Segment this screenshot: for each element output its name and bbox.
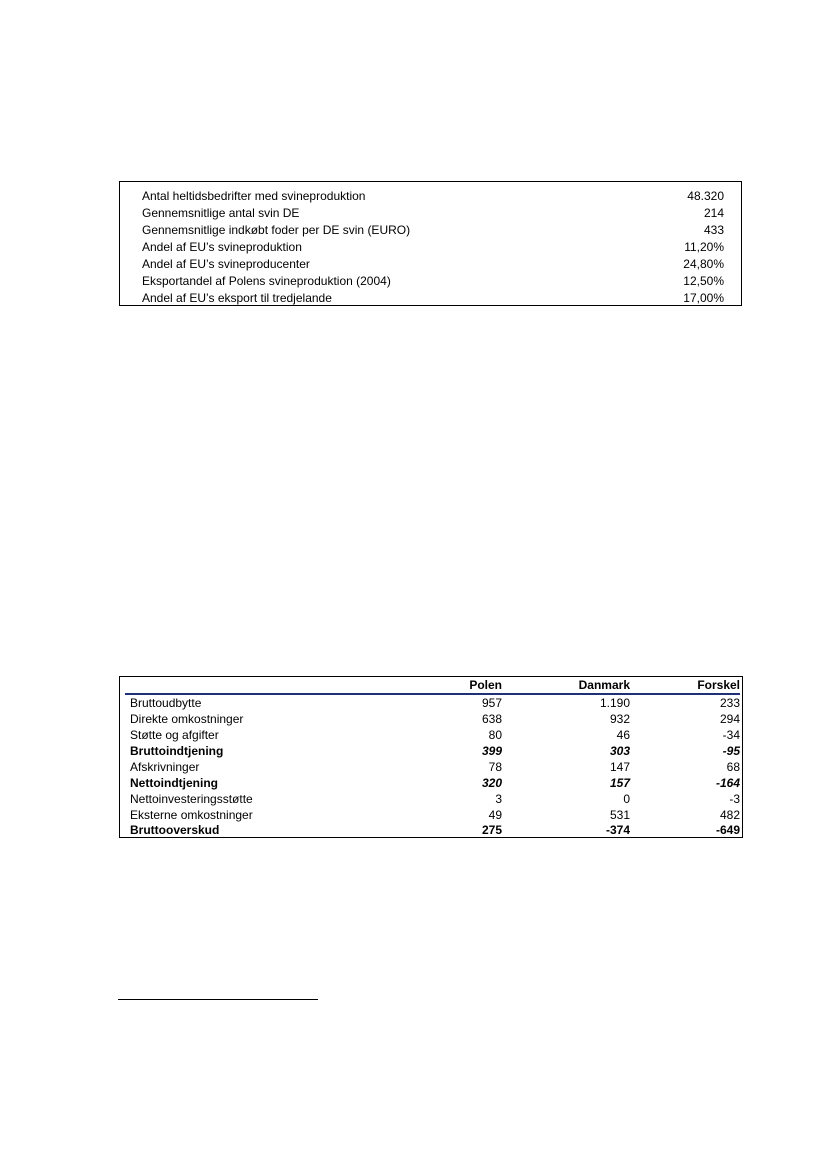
- cell-danmark: 932: [609, 712, 630, 726]
- cell-forskel: -34: [722, 728, 740, 742]
- table-row: [120, 822, 742, 838]
- table-header: [120, 677, 742, 693]
- table-row: [120, 205, 741, 222]
- cell-forskel: -3: [729, 792, 740, 806]
- row-value: 11,20%: [684, 240, 724, 254]
- cell-polen: 320: [481, 776, 502, 790]
- row-value: 12,50%: [683, 274, 724, 288]
- cell-danmark: -374: [605, 823, 630, 837]
- cell-forskel: 294: [719, 712, 740, 726]
- cell-polen: 80: [488, 728, 502, 742]
- footnote-separator: [118, 999, 318, 1000]
- row-value: 24,80%: [683, 257, 724, 271]
- row-label: Støtte og afgifter: [130, 728, 219, 742]
- cell-danmark: 303: [609, 744, 630, 758]
- row-label: Andel af EU’s svineproducenter: [142, 257, 310, 271]
- table-row: [120, 711, 742, 727]
- table-row: [120, 743, 742, 759]
- row-label: Gennemsnitlige antal svin DE: [142, 206, 300, 220]
- row-label: Nettoinvesteringsstøtte: [130, 792, 253, 806]
- cell-forskel: 482: [719, 808, 740, 822]
- row-label: Eksterne omkostninger: [130, 808, 253, 822]
- table-row: [120, 775, 742, 791]
- cell-danmark: 157: [609, 776, 630, 790]
- cell-polen: 638: [481, 712, 502, 726]
- row-value: 214: [703, 206, 724, 220]
- row-label: Gennemsnitlige indkøbt foder per DE svin (EURO): [142, 223, 411, 237]
- row-label: Nettoindtjening: [130, 776, 218, 790]
- row-label: Afskrivninger: [130, 760, 200, 774]
- row-label: Eksportandel af Polens svineproduktion (2004): [142, 274, 391, 288]
- cell-danmark: 1.190: [599, 696, 630, 710]
- cell-polen: 275: [481, 823, 502, 837]
- table-row: [120, 256, 741, 273]
- cell-forskel: -95: [722, 744, 740, 758]
- cell-polen: 957: [481, 696, 502, 710]
- cell-danmark: 147: [609, 760, 630, 774]
- table-row: [120, 222, 741, 239]
- row-label: Bruttoindtjening: [130, 744, 224, 758]
- header-polen: Polen: [469, 678, 502, 692]
- header-forskel: Forskel: [697, 678, 740, 692]
- row-label: Andel af EU’s eksport til tredjelande: [142, 291, 332, 305]
- row-label: Bruttooverskud: [130, 823, 220, 837]
- table-row: [120, 695, 742, 711]
- cell-danmark: 46: [616, 728, 630, 742]
- cell-polen: 78: [488, 760, 502, 774]
- cell-forskel: 233: [719, 696, 740, 710]
- table-row: [120, 239, 741, 256]
- poland-denmark-comparison-table: [119, 676, 743, 838]
- row-label: Direkte omkostninger: [130, 712, 244, 726]
- cell-danmark: 531: [609, 808, 630, 822]
- cell-polen: 49: [488, 808, 502, 822]
- table-row: [120, 273, 741, 290]
- table-row: [120, 791, 742, 807]
- table-row: [120, 727, 742, 743]
- table-row: [120, 290, 741, 307]
- row-label: Andel af EU’s svineproduktion: [142, 240, 302, 254]
- table-row: [120, 807, 742, 823]
- cell-polen: 399: [481, 744, 502, 758]
- cell-polen: 3: [495, 792, 502, 806]
- cell-forskel: -164: [715, 776, 740, 790]
- table-row: [120, 759, 742, 775]
- cell-forskel: 68: [726, 760, 740, 774]
- row-value: 433: [703, 223, 724, 237]
- row-value: 17,00%: [683, 291, 724, 305]
- row-label: Bruttoudbytte: [130, 696, 202, 710]
- pig-production-key-figures-table: [119, 181, 742, 306]
- table-row: [120, 188, 741, 205]
- cell-danmark: 0: [623, 792, 630, 806]
- cell-forskel: -649: [715, 823, 740, 837]
- header-danmark: Danmark: [578, 678, 630, 692]
- row-label: Antal heltidsbedrifter med svineproduktion: [142, 189, 366, 203]
- row-value: 48.320: [687, 189, 724, 203]
